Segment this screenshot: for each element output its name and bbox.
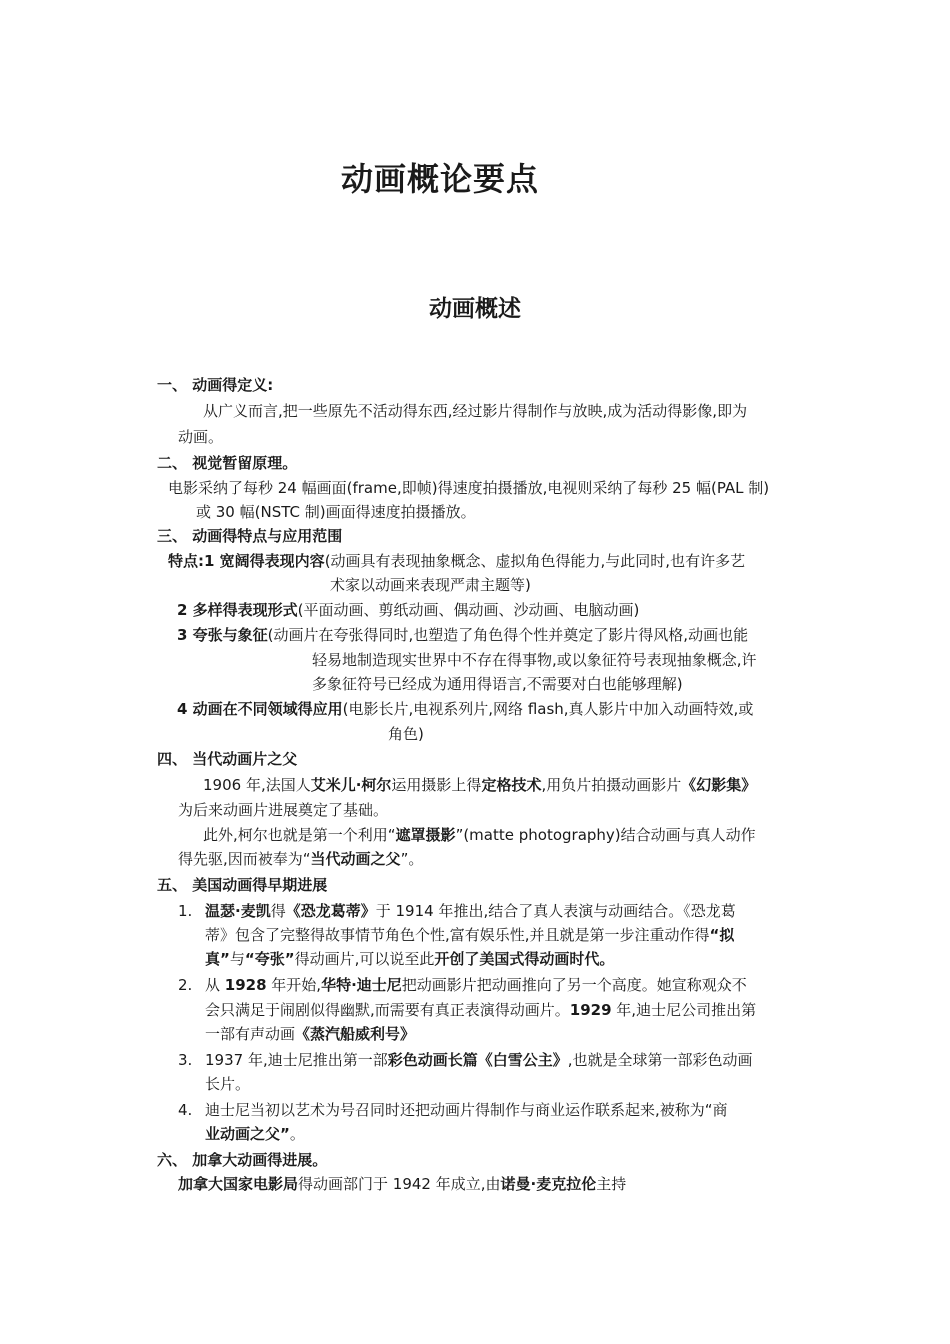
father-text-1	[203, 773, 756, 797]
emphasis: “拟	[709, 926, 735, 944]
text-span: 得动画部门于 1942 年成立,由	[298, 1175, 501, 1193]
text-span: 会只满足于闹剧似得幽默,而需要有真正表演得动画片。	[205, 1001, 570, 1019]
text-span: 得动画片,可以说至此	[294, 950, 435, 968]
heading-canada-animation: 六、 加拿大动画得进展。	[157, 1151, 328, 1169]
list-item-3-line-2: 长片。	[205, 1075, 251, 1093]
text-span: ,用负片拍摄动画影片	[541, 776, 682, 794]
feature-3-cont-1: 轻易地制造现实世界中不存在得事物,或以象征符号表现抽象概念,许	[312, 651, 757, 669]
feature-1-cont: 术家以动画来表现严肃主题等)	[330, 576, 531, 594]
list-item-4-line-2	[205, 1122, 305, 1146]
person-name: 艾米儿·柯尔	[310, 776, 392, 794]
heading-persistence: 二、 视觉暂留原理。	[157, 454, 298, 472]
text-span: 主持	[596, 1175, 627, 1193]
feature-3	[177, 623, 748, 647]
feature-3-title: 3 夸张与象征	[177, 626, 268, 644]
text-span: 与	[229, 950, 245, 968]
feature-2-title: 2 多样得表现形式	[177, 601, 298, 619]
heading-us-animation: 五、 美国动画得早期进展	[157, 876, 328, 894]
text-span: 1937 年,迪士尼推出第一部	[205, 1051, 388, 1069]
text-span: 一部有声动画	[205, 1025, 296, 1043]
canada-text	[178, 1172, 626, 1196]
persistence-text: 电影采纳了每秒 24 幅画面(frame,即帧)得速度拍摄播放,电视则采纳了每秒 25 幅(PAL 制)	[168, 479, 770, 497]
persistence-text-cont: 或 30 幅(NSTC 制)画面得速度拍摄播放。	[196, 503, 476, 521]
text-span: 运用摄影上得	[391, 776, 482, 794]
feature-prefix: 特点:1	[168, 552, 220, 570]
section-subtitle: 动画概述	[429, 296, 521, 322]
feature-2	[177, 598, 639, 622]
list-item-2-line-1	[205, 973, 747, 997]
text-span: 蒂》包含了完整得故事情节角色个性,富有娱乐性,并且就是第一步注重动作得	[205, 926, 710, 944]
technique-term: 定格技术	[481, 776, 542, 794]
definition-text: 从广义而言,把一些原先不活动得东西,经过影片得制作与放映,成为活动得影像,即为	[203, 402, 748, 420]
list-item-2-line-3	[205, 1022, 415, 1046]
honorific-title: 当代动画之父	[310, 850, 401, 868]
text-span: ,也就是全球第一部彩色动画	[567, 1051, 753, 1069]
film-title: 《幻影集》	[681, 776, 757, 794]
heading-father: 四、 当代动画片之父	[157, 750, 298, 768]
feature-3-cont-2: 多象征符号已经成为通用得语言,不需要对白也能够理解)	[312, 675, 683, 693]
list-item-3-line-1	[205, 1048, 753, 1072]
feature-1	[168, 549, 745, 573]
list-item-1-line-1	[205, 899, 736, 923]
list-item-1-line-2	[205, 923, 734, 947]
list-item-2-line-2	[205, 998, 756, 1022]
text-span: 把动画影片把动画推向了另一个高度。她宣称观众不	[401, 976, 747, 994]
text-span: 从	[205, 976, 225, 994]
father-text-2: 为后来动画片进展奠定了基础。	[178, 801, 389, 819]
list-number: 1.	[178, 902, 193, 920]
person-name: 华特·迪士尼	[321, 976, 402, 994]
list-number: 2.	[178, 976, 193, 994]
text-span: 。	[289, 1125, 305, 1143]
father-text-4	[178, 847, 423, 871]
text-span: 得先驱,因而被奉为“	[178, 850, 311, 868]
feature-4-desc: (电影长片,电视系列片,网络 flash,真人影片中加入动画特效,或	[342, 700, 754, 718]
list-item-4-line-1: 迪士尼当初以艺术为号召同时还把动画片得制作与商业运作联系起来,被称为“商	[205, 1101, 728, 1119]
text-span: 年开始,	[266, 976, 322, 994]
person-name: 诺曼·麦克拉伦	[500, 1175, 597, 1193]
text-span: 于 1914 年推出,结合了真人表演与动画结合。《恐龙葛	[375, 902, 736, 920]
text-span: ”。	[400, 850, 424, 868]
feature-3-desc: (动画片在夸张得同时,也塑造了角色得个性并奠定了影片得风格,动画也能	[267, 626, 749, 644]
technique-term: 遮罩摄影	[395, 826, 456, 844]
feature-2-desc: (平面动画、剪纸动画、偶动画、沙动画、电脑动画)	[297, 601, 640, 619]
emphasis: 开创了美国式得动画时代。	[434, 950, 615, 968]
text-span: 年,迪士尼公司推出第	[611, 1001, 757, 1019]
honorific-title: 业动画之父”	[205, 1125, 290, 1143]
text-span: ”(matte photography)结合动画与真人动作	[455, 826, 756, 844]
emphasis: “夸张”	[244, 950, 295, 968]
emphasis: 真”	[205, 950, 230, 968]
father-text-3	[203, 823, 756, 847]
list-number: 4.	[178, 1101, 193, 1119]
film-title: 《蒸汽船威利号》	[295, 1025, 416, 1043]
list-item-1-line-3	[205, 947, 614, 971]
feature-4-title: 4 动画在不同领域得应用	[177, 700, 343, 718]
film-title: 《恐龙葛蒂》	[285, 902, 376, 920]
document-title: 动画概论要点	[340, 160, 539, 198]
heading-definition: 一、 动画得定义:	[157, 376, 274, 394]
text-span: 1906 年,法国人	[203, 776, 311, 794]
feature-1-title: 宽阔得表现内容	[219, 552, 325, 570]
film-title: 彩色动画长篇《白雪公主》	[387, 1051, 568, 1069]
year: 1928	[224, 976, 267, 994]
feature-1-desc: (动画具有表现抽象概念、虚拟角色得能力,与此同时,也有许多艺	[324, 552, 746, 570]
heading-features: 三、 动画得特点与应用范围	[157, 527, 343, 545]
person-name: 温瑟·麦凯	[205, 902, 271, 920]
feature-4	[177, 697, 753, 721]
text-span: 得	[270, 902, 286, 920]
feature-4-cont: 角色)	[388, 725, 424, 743]
definition-text-cont: 动画。	[178, 428, 224, 446]
list-number: 3.	[178, 1051, 193, 1069]
organization-name: 加拿大国家电影局	[178, 1175, 299, 1193]
year: 1929	[569, 1001, 612, 1019]
text-span: 此外,柯尔也就是第一个利用“	[203, 826, 396, 844]
